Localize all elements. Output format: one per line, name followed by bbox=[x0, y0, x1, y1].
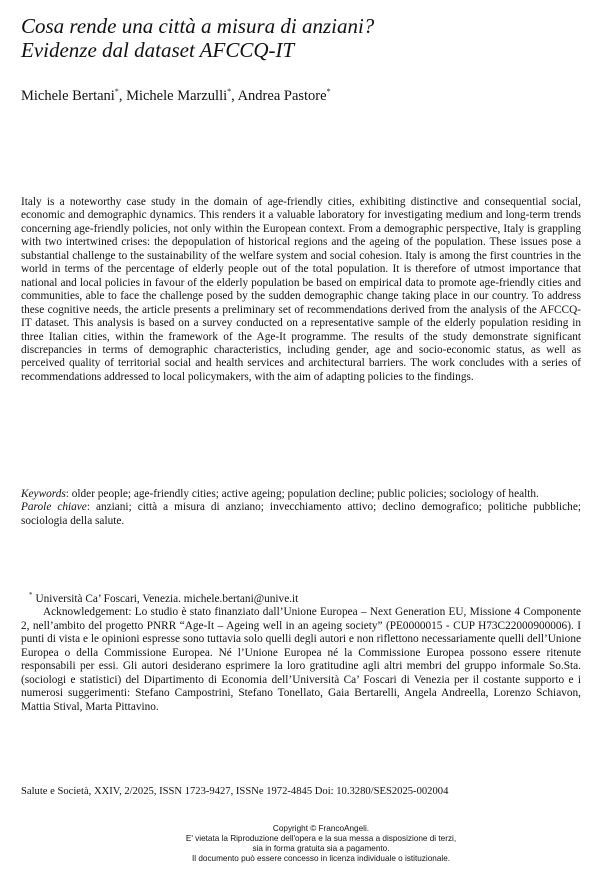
abstract: Italy is a noteworthy case study in the domain of age-friendly cities, exhibiting distinctive and consequential social, economic and demographic dynamics. This renders it a valuable laboratory for investigating medium and long-term trends concerning age-friendly policies, not only within the European context. From a demographic perspective, Italy is grappling with two intertwined crises: the depopulation of historical regions and the ageing of the population. These issues pose a substantial challenge to the sustainability of the welfare system and social cohesion. Italy is among the first countries in the world in terms of the percentage of elderly people out of the total population. It is therefore of utmost importance that national and local policies in favour of the elderly population be based on empirical data to promote age-friendly cities and communities, able to face the challenge posed by the sudden demographic change taking place in our country. To address these cognitive needs, the article presents a preliminary set of recommendations derived from the analysis of the AFCCQ-IT dataset. This analysis is based on a survey conducted on a representative sample of the elderly population residing in three Italian cities, within the framework of the Age-It programme. The results of the study demonstrate significant discrepancies in terms of demographic characteristics, including gender, age and socio-economic status, as well as perceived quality of territorial social and health services and architectural barriers. The work concludes with a series of recommendations addressed to local policymakers, with the aim of adapting policies to the findings. bbox=[21, 196, 581, 383]
title-line-1: Cosa rende una città a misura di anziani? bbox=[21, 14, 375, 38]
footnote bbox=[21, 593, 581, 714]
copyright-line-4: Il documento può essere concesso in licenza individuale o istituzionale. bbox=[191, 854, 451, 863]
copyright-line-1: Copyright © FrancoAngeli. bbox=[272, 824, 370, 833]
keywords-text: : older people; age-friendly cities; active ageing; population decline; public policies; sociology of health. bbox=[65, 488, 539, 500]
author-mark: * bbox=[114, 87, 119, 96]
keywords-section bbox=[21, 488, 581, 528]
copyright-notice bbox=[61, 824, 581, 864]
paper-title bbox=[21, 14, 581, 62]
acknowledgement-text: Acknowledgement: Lo studio è stato finanziato dall’Unione Europea – Next Generation EU, Missione 4 Componente 2, nell’ambito del progetto PNRR “Age-It – Ageing well in an ageing society” (PE0000015 - CUP H73C22000900006). I punti di vista e le opinioni espresse sono tuttavia solo quelli degli autori e non riflettono necessariamente quelli dell’Unione Europea o della Commissione Europea. Né l’Unione Europea né la Commissione Europea possono essere ritenute responsabili per essi. Gli autori desiderano esprimere la loro gratitudine agli altri membri del gruppo informale So.Sta. (sociologi e statistici) del Dipartimento di Economia dell’Università Ca’ Foscari di Venezia per il costante supporto e i numerosi suggerimenti: Stefano Campostrini, Stefano Tonellato, Gaia Bertarelli, Angela Andreella, Lorenzo Schiavon, Mattia Stival, Marta Pittavino. bbox=[21, 606, 581, 713]
title-line-2: Evidenze dal dataset AFCCQ-IT bbox=[21, 38, 295, 62]
copyright-line-3: sia in forma gratuita sia a pagamento. bbox=[252, 844, 390, 853]
paper-page bbox=[21, 0, 581, 888]
affiliation-text: Università Ca’ Foscari, Venezia. michele.bertani@unive.it bbox=[35, 593, 299, 605]
journal-citation: Salute e Società, XXIV, 2/2025, ISSN 1723-9427, ISSNe 1972-4845 Doi: 10.3280/SES2025-002004 bbox=[21, 786, 449, 797]
author-name: Michele Marzulli bbox=[126, 88, 228, 104]
keywords-line bbox=[21, 488, 581, 501]
author-list: Michele Bertani*, Michele Marzulli*, Andrea Pastore* bbox=[21, 87, 331, 104]
author-name: Andrea Pastore bbox=[237, 88, 327, 104]
affiliation-note bbox=[21, 593, 581, 606]
parole-chiave-label: Parole chiave bbox=[21, 501, 87, 514]
copyright-line-2: E' vietata la Riproduzione dell'opera e la sua messa a disposizione di terzi, bbox=[185, 834, 457, 843]
author-mark: * bbox=[326, 87, 331, 96]
parole-chiave-text: : anziani; città a misura di anziano; invecchiamento attivo; declino demografico; politiche pubbliche; sociologia della salute. bbox=[21, 501, 581, 527]
footnote-mark: * bbox=[29, 591, 33, 599]
author-mark: * bbox=[227, 87, 232, 96]
author-name: Michele Bertani bbox=[21, 88, 115, 104]
keywords-label: Keywords bbox=[21, 488, 66, 500]
parole-chiave-line bbox=[21, 501, 581, 528]
